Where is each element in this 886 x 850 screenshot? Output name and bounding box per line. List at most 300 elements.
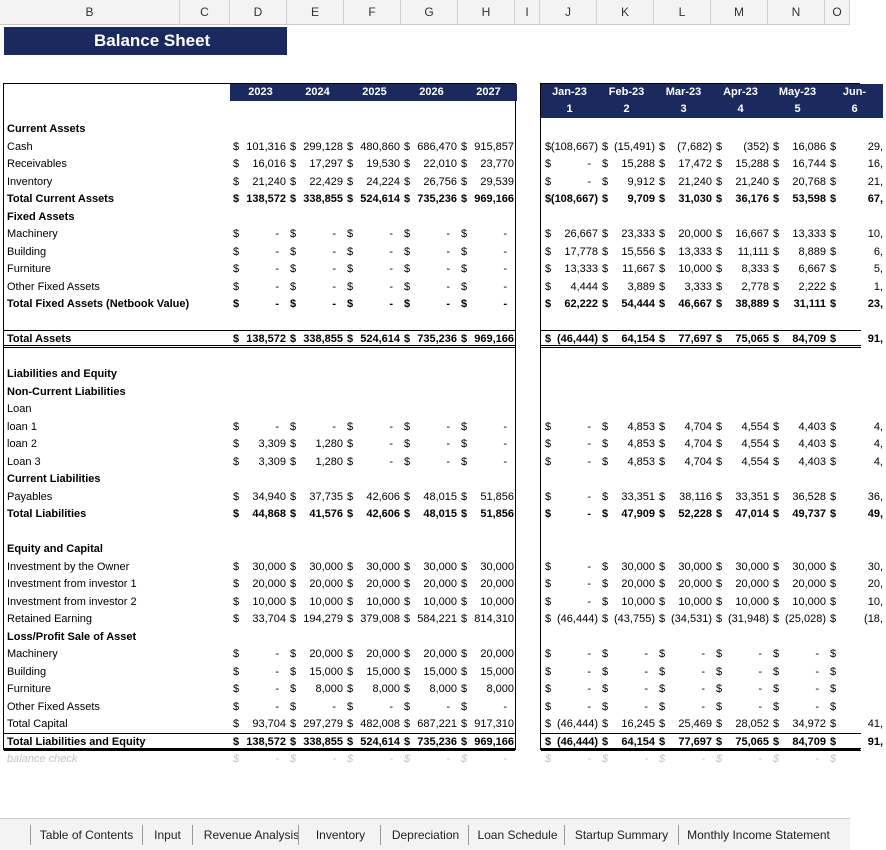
- column-header-l[interactable]: L: [654, 0, 711, 25]
- annual-cell-r32-c2[interactable]: [346, 681, 403, 698]
- monthly-cell-r36-c2[interactable]: [658, 751, 715, 768]
- monthly-cell-r4-c4[interactable]: [772, 191, 829, 208]
- annual-cell-r22-c1[interactable]: [289, 506, 346, 523]
- annual-cell-r36-c2[interactable]: [346, 751, 403, 768]
- annual-cell-r26-c3[interactable]: [403, 576, 460, 593]
- monthly-cell-r17-c3[interactable]: [715, 419, 772, 436]
- annual-cell-r33-c1[interactable]: [289, 699, 346, 716]
- monthly-cell-r30-c3[interactable]: [715, 646, 772, 663]
- column-header-n[interactable]: N: [768, 0, 825, 25]
- monthly-cell-r6-c4[interactable]: [772, 226, 829, 243]
- monthly-cell-r1-c1[interactable]: [601, 139, 658, 156]
- annual-cell-r17-c3[interactable]: [403, 419, 460, 436]
- monthly-cell-r3-c3[interactable]: [715, 174, 772, 191]
- annual-cell-r22-c0[interactable]: [232, 506, 289, 523]
- annual-cell-r6-c4[interactable]: [460, 226, 517, 243]
- monthly-cell-r33-c1[interactable]: [601, 699, 658, 716]
- annual-cell-r8-c0[interactable]: [232, 261, 289, 278]
- annual-cell-r27-c3[interactable]: [403, 594, 460, 611]
- annual-cell-r6-c2[interactable]: [346, 226, 403, 243]
- annual-cell-r18-c3[interactable]: [403, 436, 460, 453]
- monthly-cell-r17-c2[interactable]: [658, 419, 715, 436]
- monthly-cell-r19-c0[interactable]: [544, 454, 601, 471]
- monthly-cell-r9-c0[interactable]: [544, 279, 601, 296]
- monthly-cell-r19-c1[interactable]: [601, 454, 658, 471]
- annual-cell-r8-c3[interactable]: [403, 261, 460, 278]
- monthly-cell-r25-c0[interactable]: [544, 559, 601, 576]
- annual-cell-r12-c4[interactable]: [460, 331, 517, 348]
- column-header-f[interactable]: F: [344, 0, 401, 25]
- monthly-cell-r8-c1[interactable]: [601, 261, 658, 278]
- sheet-tab-monthly-income-statement[interactable]: Monthly Income Statement: [678, 825, 838, 845]
- monthly-cell-r18-c4[interactable]: [772, 436, 829, 453]
- annual-cell-r26-c2[interactable]: [346, 576, 403, 593]
- annual-cell-r28-c2[interactable]: [346, 611, 403, 628]
- annual-cell-r26-c0[interactable]: [232, 576, 289, 593]
- monthly-cell-r3-c1[interactable]: [601, 174, 658, 191]
- annual-cell-r7-c0[interactable]: [232, 244, 289, 261]
- monthly-cell-r30-c5[interactable]: [829, 646, 886, 663]
- monthly-cell-r12-c0[interactable]: [544, 331, 601, 348]
- column-header-d[interactable]: D: [230, 0, 287, 25]
- annual-cell-r22-c4[interactable]: [460, 506, 517, 523]
- monthly-cell-r22-c4[interactable]: [772, 506, 829, 523]
- annual-cell-r32-c0[interactable]: [232, 681, 289, 698]
- monthly-cell-r21-c0[interactable]: [544, 489, 601, 506]
- column-header-e[interactable]: E: [287, 0, 344, 25]
- monthly-cell-r22-c5[interactable]: [829, 506, 886, 523]
- monthly-cell-r34-c0[interactable]: [544, 716, 601, 733]
- annual-cell-r30-c2[interactable]: [346, 646, 403, 663]
- monthly-cell-r34-c4[interactable]: [772, 716, 829, 733]
- monthly-cell-r2-c4[interactable]: [772, 156, 829, 173]
- annual-cell-r12-c1[interactable]: [289, 331, 346, 348]
- monthly-cell-r33-c4[interactable]: [772, 699, 829, 716]
- monthly-cell-r32-c1[interactable]: [601, 681, 658, 698]
- annual-cell-r32-c3[interactable]: [403, 681, 460, 698]
- annual-cell-r36-c1[interactable]: [289, 751, 346, 768]
- monthly-cell-r25-c3[interactable]: [715, 559, 772, 576]
- monthly-cell-r36-c0[interactable]: [544, 751, 601, 768]
- monthly-cell-r28-c5[interactable]: [829, 611, 886, 628]
- annual-cell-r19-c1[interactable]: [289, 454, 346, 471]
- annual-cell-r3-c1[interactable]: [289, 174, 346, 191]
- annual-cell-r27-c0[interactable]: [232, 594, 289, 611]
- annual-cell-r3-c2[interactable]: [346, 174, 403, 191]
- annual-cell-r19-c2[interactable]: [346, 454, 403, 471]
- monthly-cell-r36-c4[interactable]: [772, 751, 829, 768]
- monthly-cell-r26-c3[interactable]: [715, 576, 772, 593]
- annual-cell-r4-c1[interactable]: [289, 191, 346, 208]
- monthly-cell-r4-c1[interactable]: [601, 191, 658, 208]
- monthly-cell-r33-c0[interactable]: [544, 699, 601, 716]
- annual-cell-r26-c4[interactable]: [460, 576, 517, 593]
- annual-cell-r3-c4[interactable]: [460, 174, 517, 191]
- monthly-cell-r6-c5[interactable]: [829, 226, 886, 243]
- column-header-h[interactable]: H: [458, 0, 515, 25]
- monthly-cell-r27-c5[interactable]: [829, 594, 886, 611]
- annual-cell-r7-c1[interactable]: [289, 244, 346, 261]
- annual-cell-r10-c0[interactable]: [232, 296, 289, 313]
- annual-cell-r25-c3[interactable]: [403, 559, 460, 576]
- monthly-cell-r34-c1[interactable]: [601, 716, 658, 733]
- monthly-cell-r1-c2[interactable]: [658, 139, 715, 156]
- monthly-cell-r33-c3[interactable]: [715, 699, 772, 716]
- monthly-cell-r1-c4[interactable]: [772, 139, 829, 156]
- monthly-cell-r32-c2[interactable]: [658, 681, 715, 698]
- monthly-cell-r7-c1[interactable]: [601, 244, 658, 261]
- annual-cell-r1-c1[interactable]: [289, 139, 346, 156]
- monthly-cell-r10-c0[interactable]: [544, 296, 601, 313]
- annual-cell-r1-c4[interactable]: [460, 139, 517, 156]
- column-header-g[interactable]: G: [401, 0, 458, 25]
- monthly-cell-r26-c4[interactable]: [772, 576, 829, 593]
- annual-cell-r35-c4[interactable]: [460, 734, 517, 751]
- monthly-cell-r33-c2[interactable]: [658, 699, 715, 716]
- annual-cell-r25-c1[interactable]: [289, 559, 346, 576]
- annual-cell-r31-c3[interactable]: [403, 664, 460, 681]
- monthly-cell-r4-c5[interactable]: [829, 191, 886, 208]
- annual-cell-r27-c1[interactable]: [289, 594, 346, 611]
- monthly-cell-r34-c3[interactable]: [715, 716, 772, 733]
- monthly-cell-r4-c3[interactable]: [715, 191, 772, 208]
- monthly-cell-r26-c2[interactable]: [658, 576, 715, 593]
- column-header-j[interactable]: J: [540, 0, 597, 25]
- annual-cell-r1-c0[interactable]: [232, 139, 289, 156]
- annual-cell-r1-c3[interactable]: [403, 139, 460, 156]
- monthly-cell-r32-c4[interactable]: [772, 681, 829, 698]
- annual-cell-r7-c2[interactable]: [346, 244, 403, 261]
- monthly-cell-r35-c2[interactable]: [658, 734, 715, 751]
- annual-cell-r17-c2[interactable]: [346, 419, 403, 436]
- annual-cell-r8-c2[interactable]: [346, 261, 403, 278]
- annual-cell-r18-c4[interactable]: [460, 436, 517, 453]
- column-header-i[interactable]: I: [515, 0, 540, 25]
- monthly-cell-r3-c4[interactable]: [772, 174, 829, 191]
- monthly-cell-r18-c2[interactable]: [658, 436, 715, 453]
- monthly-cell-r25-c4[interactable]: [772, 559, 829, 576]
- column-header-k[interactable]: K: [597, 0, 654, 25]
- sheet-tab-startup-summary[interactable]: Startup Summary: [564, 825, 678, 845]
- annual-cell-r12-c2[interactable]: [346, 331, 403, 348]
- monthly-cell-r36-c1[interactable]: [601, 751, 658, 768]
- sheet-tab-table-of-contents[interactable]: Table of Contents: [30, 825, 142, 845]
- monthly-cell-r26-c1[interactable]: [601, 576, 658, 593]
- annual-cell-r9-c1[interactable]: [289, 279, 346, 296]
- monthly-cell-r9-c4[interactable]: [772, 279, 829, 296]
- monthly-cell-r7-c4[interactable]: [772, 244, 829, 261]
- monthly-cell-r21-c2[interactable]: [658, 489, 715, 506]
- annual-cell-r10-c1[interactable]: [289, 296, 346, 313]
- monthly-cell-r33-c5[interactable]: [829, 699, 886, 716]
- annual-cell-r17-c4[interactable]: [460, 419, 517, 436]
- annual-cell-r36-c0[interactable]: [232, 751, 289, 768]
- annual-cell-r3-c3[interactable]: [403, 174, 460, 191]
- annual-cell-r18-c2[interactable]: [346, 436, 403, 453]
- column-header-b[interactable]: B: [0, 0, 180, 25]
- monthly-cell-r10-c1[interactable]: [601, 296, 658, 313]
- monthly-cell-r31-c5[interactable]: [829, 664, 886, 681]
- annual-cell-r19-c3[interactable]: [403, 454, 460, 471]
- monthly-cell-r7-c5[interactable]: [829, 244, 886, 261]
- annual-cell-r2-c2[interactable]: [346, 156, 403, 173]
- monthly-cell-r25-c1[interactable]: [601, 559, 658, 576]
- annual-cell-r4-c2[interactable]: [346, 191, 403, 208]
- monthly-cell-r10-c2[interactable]: [658, 296, 715, 313]
- annual-cell-r28-c1[interactable]: [289, 611, 346, 628]
- monthly-cell-r19-c5[interactable]: [829, 454, 886, 471]
- annual-cell-r6-c1[interactable]: [289, 226, 346, 243]
- monthly-cell-r1-c5[interactable]: [829, 139, 886, 156]
- annual-cell-r33-c2[interactable]: [346, 699, 403, 716]
- annual-cell-r17-c1[interactable]: [289, 419, 346, 436]
- annual-cell-r31-c0[interactable]: [232, 664, 289, 681]
- annual-cell-r25-c2[interactable]: [346, 559, 403, 576]
- annual-cell-r10-c4[interactable]: [460, 296, 517, 313]
- monthly-cell-r10-c5[interactable]: [829, 296, 886, 313]
- annual-cell-r7-c3[interactable]: [403, 244, 460, 261]
- monthly-cell-r8-c2[interactable]: [658, 261, 715, 278]
- monthly-cell-r17-c0[interactable]: [544, 419, 601, 436]
- annual-cell-r17-c0[interactable]: [232, 419, 289, 436]
- monthly-cell-r28-c3[interactable]: [715, 611, 772, 628]
- annual-cell-r25-c4[interactable]: [460, 559, 517, 576]
- annual-cell-r21-c2[interactable]: [346, 489, 403, 506]
- monthly-cell-r21-c3[interactable]: [715, 489, 772, 506]
- monthly-cell-r36-c3[interactable]: [715, 751, 772, 768]
- monthly-cell-r8-c4[interactable]: [772, 261, 829, 278]
- annual-cell-r9-c3[interactable]: [403, 279, 460, 296]
- monthly-cell-r22-c3[interactable]: [715, 506, 772, 523]
- monthly-cell-r17-c5[interactable]: [829, 419, 886, 436]
- monthly-cell-r22-c1[interactable]: [601, 506, 658, 523]
- sheet-tab-input[interactable]: Input: [142, 825, 192, 845]
- monthly-cell-r25-c2[interactable]: [658, 559, 715, 576]
- monthly-cell-r4-c2[interactable]: [658, 191, 715, 208]
- annual-cell-r21-c0[interactable]: [232, 489, 289, 506]
- annual-cell-r2-c1[interactable]: [289, 156, 346, 173]
- annual-cell-r34-c2[interactable]: [346, 716, 403, 733]
- column-header-m[interactable]: M: [711, 0, 768, 25]
- monthly-cell-r35-c3[interactable]: [715, 734, 772, 751]
- annual-cell-r6-c0[interactable]: [232, 226, 289, 243]
- annual-cell-r36-c4[interactable]: [460, 751, 517, 768]
- annual-cell-r28-c0[interactable]: [232, 611, 289, 628]
- annual-cell-r25-c0[interactable]: [232, 559, 289, 576]
- annual-cell-r36-c3[interactable]: [403, 751, 460, 768]
- annual-cell-r31-c1[interactable]: [289, 664, 346, 681]
- annual-cell-r6-c3[interactable]: [403, 226, 460, 243]
- monthly-cell-r12-c4[interactable]: [772, 331, 829, 348]
- monthly-cell-r2-c5[interactable]: [829, 156, 886, 173]
- monthly-cell-r9-c1[interactable]: [601, 279, 658, 296]
- monthly-cell-r6-c2[interactable]: [658, 226, 715, 243]
- annual-cell-r35-c2[interactable]: [346, 734, 403, 751]
- annual-cell-r35-c1[interactable]: [289, 734, 346, 751]
- monthly-cell-r8-c3[interactable]: [715, 261, 772, 278]
- annual-cell-r19-c4[interactable]: [460, 454, 517, 471]
- monthly-cell-r9-c5[interactable]: [829, 279, 886, 296]
- monthly-cell-r35-c4[interactable]: [772, 734, 829, 751]
- monthly-cell-r6-c1[interactable]: [601, 226, 658, 243]
- monthly-cell-r30-c2[interactable]: [658, 646, 715, 663]
- annual-cell-r33-c3[interactable]: [403, 699, 460, 716]
- annual-cell-r32-c1[interactable]: [289, 681, 346, 698]
- monthly-cell-r2-c2[interactable]: [658, 156, 715, 173]
- annual-cell-r18-c1[interactable]: [289, 436, 346, 453]
- annual-cell-r30-c1[interactable]: [289, 646, 346, 663]
- monthly-cell-r8-c0[interactable]: [544, 261, 601, 278]
- annual-cell-r9-c0[interactable]: [232, 279, 289, 296]
- monthly-cell-r35-c1[interactable]: [601, 734, 658, 751]
- monthly-cell-r7-c3[interactable]: [715, 244, 772, 261]
- monthly-cell-r10-c3[interactable]: [715, 296, 772, 313]
- monthly-cell-r19-c4[interactable]: [772, 454, 829, 471]
- annual-cell-r7-c4[interactable]: [460, 244, 517, 261]
- monthly-cell-r10-c4[interactable]: [772, 296, 829, 313]
- monthly-cell-r22-c0[interactable]: [544, 506, 601, 523]
- monthly-cell-r32-c3[interactable]: [715, 681, 772, 698]
- annual-cell-r12-c3[interactable]: [403, 331, 460, 348]
- annual-cell-r2-c0[interactable]: [232, 156, 289, 173]
- annual-cell-r34-c4[interactable]: [460, 716, 517, 733]
- annual-cell-r8-c1[interactable]: [289, 261, 346, 278]
- sheet-tab-inventory[interactable]: Inventory: [298, 825, 382, 845]
- monthly-cell-r30-c0[interactable]: [544, 646, 601, 663]
- monthly-cell-r17-c1[interactable]: [601, 419, 658, 436]
- monthly-cell-r31-c4[interactable]: [772, 664, 829, 681]
- monthly-cell-r17-c4[interactable]: [772, 419, 829, 436]
- monthly-cell-r27-c0[interactable]: [544, 594, 601, 611]
- monthly-cell-r31-c2[interactable]: [658, 664, 715, 681]
- annual-cell-r33-c4[interactable]: [460, 699, 517, 716]
- monthly-cell-r18-c0[interactable]: [544, 436, 601, 453]
- monthly-cell-r27-c4[interactable]: [772, 594, 829, 611]
- monthly-cell-r30-c1[interactable]: [601, 646, 658, 663]
- annual-cell-r10-c3[interactable]: [403, 296, 460, 313]
- annual-cell-r35-c3[interactable]: [403, 734, 460, 751]
- annual-cell-r19-c0[interactable]: [232, 454, 289, 471]
- monthly-cell-r30-c4[interactable]: [772, 646, 829, 663]
- annual-cell-r35-c0[interactable]: [232, 734, 289, 751]
- annual-cell-r4-c0[interactable]: [232, 191, 289, 208]
- monthly-cell-r26-c5[interactable]: [829, 576, 886, 593]
- annual-cell-r1-c2[interactable]: [346, 139, 403, 156]
- annual-cell-r32-c4[interactable]: [460, 681, 517, 698]
- monthly-cell-r7-c2[interactable]: [658, 244, 715, 261]
- monthly-cell-r19-c2[interactable]: [658, 454, 715, 471]
- annual-cell-r22-c3[interactable]: [403, 506, 460, 523]
- annual-cell-r21-c1[interactable]: [289, 489, 346, 506]
- monthly-cell-r12-c2[interactable]: [658, 331, 715, 348]
- annual-cell-r26-c1[interactable]: [289, 576, 346, 593]
- monthly-cell-r22-c2[interactable]: [658, 506, 715, 523]
- monthly-cell-r28-c1[interactable]: [601, 611, 658, 628]
- annual-cell-r22-c2[interactable]: [346, 506, 403, 523]
- annual-cell-r30-c3[interactable]: [403, 646, 460, 663]
- monthly-cell-r34-c2[interactable]: [658, 716, 715, 733]
- monthly-cell-r18-c1[interactable]: [601, 436, 658, 453]
- monthly-cell-r27-c3[interactable]: [715, 594, 772, 611]
- monthly-cell-r36-c5[interactable]: [829, 751, 886, 768]
- monthly-cell-r31-c1[interactable]: [601, 664, 658, 681]
- monthly-cell-r28-c0[interactable]: [544, 611, 601, 628]
- monthly-cell-r1-c0[interactable]: [544, 139, 601, 156]
- annual-cell-r28-c3[interactable]: [403, 611, 460, 628]
- annual-cell-r2-c3[interactable]: [403, 156, 460, 173]
- annual-cell-r33-c0[interactable]: [232, 699, 289, 716]
- monthly-cell-r3-c2[interactable]: [658, 174, 715, 191]
- annual-cell-r31-c2[interactable]: [346, 664, 403, 681]
- monthly-cell-r2-c1[interactable]: [601, 156, 658, 173]
- monthly-cell-r6-c0[interactable]: [544, 226, 601, 243]
- monthly-cell-r6-c3[interactable]: [715, 226, 772, 243]
- monthly-cell-r3-c5[interactable]: [829, 174, 886, 191]
- annual-cell-r31-c4[interactable]: [460, 664, 517, 681]
- monthly-cell-r9-c3[interactable]: [715, 279, 772, 296]
- monthly-cell-r7-c0[interactable]: [544, 244, 601, 261]
- annual-cell-r12-c0[interactable]: [232, 331, 289, 348]
- monthly-cell-r32-c0[interactable]: [544, 681, 601, 698]
- annual-cell-r9-c2[interactable]: [346, 279, 403, 296]
- monthly-cell-r2-c0[interactable]: [544, 156, 601, 173]
- monthly-cell-r21-c5[interactable]: [829, 489, 886, 506]
- monthly-cell-r1-c3[interactable]: [715, 139, 772, 156]
- annual-cell-r30-c0[interactable]: [232, 646, 289, 663]
- annual-cell-r30-c4[interactable]: [460, 646, 517, 663]
- monthly-cell-r27-c1[interactable]: [601, 594, 658, 611]
- annual-cell-r4-c3[interactable]: [403, 191, 460, 208]
- sheet-tab-revenue-analysis[interactable]: Revenue Analysis: [192, 825, 310, 845]
- monthly-cell-r28-c2[interactable]: [658, 611, 715, 628]
- monthly-cell-r19-c3[interactable]: [715, 454, 772, 471]
- column-header-c[interactable]: C: [180, 0, 230, 25]
- annual-cell-r8-c4[interactable]: [460, 261, 517, 278]
- annual-cell-r27-c2[interactable]: [346, 594, 403, 611]
- annual-cell-r34-c1[interactable]: [289, 716, 346, 733]
- monthly-cell-r8-c5[interactable]: [829, 261, 886, 278]
- monthly-cell-r12-c5[interactable]: [829, 331, 886, 348]
- annual-cell-r4-c4[interactable]: [460, 191, 517, 208]
- monthly-cell-r31-c0[interactable]: [544, 664, 601, 681]
- sheet-tab-loan-schedule[interactable]: Loan Schedule: [468, 825, 566, 845]
- monthly-cell-r31-c3[interactable]: [715, 664, 772, 681]
- annual-cell-r34-c0[interactable]: [232, 716, 289, 733]
- annual-cell-r34-c3[interactable]: [403, 716, 460, 733]
- monthly-cell-r35-c5[interactable]: [829, 734, 886, 751]
- annual-cell-r9-c4[interactable]: [460, 279, 517, 296]
- monthly-cell-r18-c5[interactable]: [829, 436, 886, 453]
- monthly-cell-r12-c1[interactable]: [601, 331, 658, 348]
- annual-cell-r2-c4[interactable]: [460, 156, 517, 173]
- monthly-cell-r35-c0[interactable]: [544, 734, 601, 751]
- annual-cell-r3-c0[interactable]: [232, 174, 289, 191]
- annual-cell-r21-c3[interactable]: [403, 489, 460, 506]
- annual-cell-r10-c2[interactable]: [346, 296, 403, 313]
- monthly-cell-r4-c0[interactable]: [544, 191, 601, 208]
- monthly-cell-r32-c5[interactable]: [829, 681, 886, 698]
- monthly-cell-r26-c0[interactable]: [544, 576, 601, 593]
- monthly-cell-r21-c4[interactable]: [772, 489, 829, 506]
- annual-cell-r21-c4[interactable]: [460, 489, 517, 506]
- monthly-cell-r12-c3[interactable]: [715, 331, 772, 348]
- column-header-o[interactable]: O: [825, 0, 850, 25]
- monthly-cell-r18-c3[interactable]: [715, 436, 772, 453]
- monthly-cell-r3-c0[interactable]: [544, 174, 601, 191]
- monthly-cell-r2-c3[interactable]: [715, 156, 772, 173]
- monthly-cell-r27-c2[interactable]: [658, 594, 715, 611]
- monthly-cell-r34-c5[interactable]: [829, 716, 886, 733]
